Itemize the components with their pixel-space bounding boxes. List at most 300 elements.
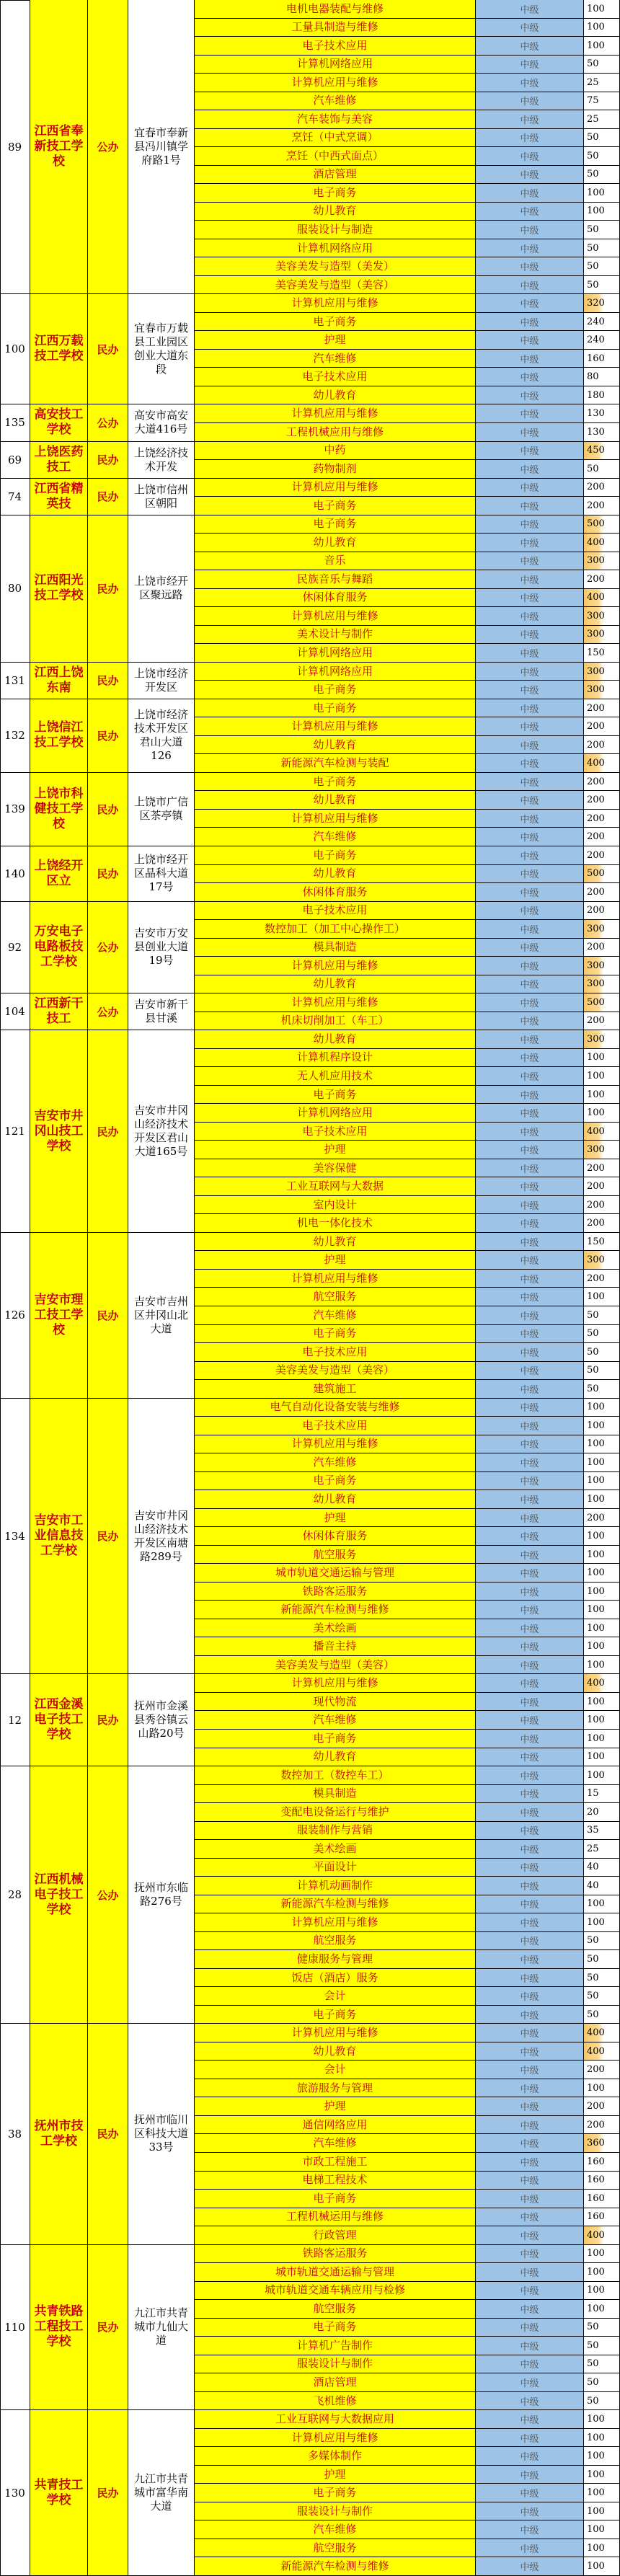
table-row xyxy=(195,92,620,111)
school-block xyxy=(0,773,620,846)
major-name: 幼儿教育 xyxy=(195,1490,476,1509)
table-row xyxy=(195,2097,620,2116)
table-row xyxy=(195,313,620,332)
school-address: 吉安市新干县甘溪 xyxy=(128,993,195,1030)
level-cell: 中级 xyxy=(476,920,584,939)
table-row xyxy=(195,773,620,792)
table-row xyxy=(195,2134,620,2153)
enrollment-count: 50 xyxy=(584,1362,620,1381)
major-name: 民族音乐与舞蹈 xyxy=(195,570,476,589)
enrollment-count: 100 xyxy=(584,1564,620,1583)
major-name: 电子技术应用 xyxy=(195,1343,476,1362)
enrollment-count: 400 xyxy=(584,754,620,773)
enrollment-count: 200 xyxy=(584,828,620,846)
table-row xyxy=(195,2024,620,2042)
level-cell: 中级 xyxy=(476,1693,584,1712)
major-name: 电子商务 xyxy=(195,313,476,332)
table-row xyxy=(195,368,620,386)
level-cell: 中级 xyxy=(476,663,584,681)
enrollment-count: 100 xyxy=(584,2282,620,2301)
major-name: 中药 xyxy=(195,442,476,461)
enrollment-count: 500 xyxy=(584,865,620,884)
level-cell: 中级 xyxy=(476,1325,584,1344)
table-row xyxy=(195,607,620,626)
table-row xyxy=(195,2539,620,2558)
major-name: 护理 xyxy=(195,1509,476,1528)
enrollment-count: 100 xyxy=(584,2245,620,2264)
table-row xyxy=(195,1932,620,1951)
school-id: 38 xyxy=(0,2024,30,2244)
school-id: 110 xyxy=(0,2245,30,2411)
table-row xyxy=(195,2190,620,2208)
enrollment-count: 200 xyxy=(584,570,620,589)
enrollment-count: 100 xyxy=(584,19,620,37)
enrollment-count: 200 xyxy=(584,791,620,810)
table-row xyxy=(195,589,620,608)
major-name: 机床切削加工（车工） xyxy=(195,1012,476,1031)
enrollment-count: 300 xyxy=(584,552,620,571)
table-row xyxy=(195,460,620,479)
level-cell: 中级 xyxy=(476,1306,584,1325)
table-row xyxy=(195,110,620,129)
school-block xyxy=(0,1766,620,2024)
enrollment-count: 100 xyxy=(584,1104,620,1123)
level-cell: 中级 xyxy=(476,404,584,423)
table-row xyxy=(195,920,620,939)
major-name: 航空服务 xyxy=(195,1288,476,1306)
major-name: 多媒体制作 xyxy=(195,2447,476,2466)
level-cell: 中级 xyxy=(476,1196,584,1215)
enrollment-count: 160 xyxy=(584,2190,620,2208)
table-row xyxy=(195,1214,620,1233)
level-cell: 中级 xyxy=(476,276,584,295)
major-name: 休闲体育服务 xyxy=(195,1527,476,1546)
table-row xyxy=(195,1325,620,1344)
level-cell: 中级 xyxy=(476,1601,584,1619)
table-row xyxy=(195,810,620,828)
major-name: 铁路客运服务 xyxy=(195,1583,476,1601)
enrollment-count: 100 xyxy=(584,1067,620,1086)
table-row xyxy=(195,2355,620,2374)
major-name: 计算机网络应用 xyxy=(195,239,476,258)
enrollment-count: 100 xyxy=(584,1637,620,1656)
enrollment-count: 100 xyxy=(584,2520,620,2539)
enrollment-count: 50 xyxy=(584,2337,620,2355)
level-cell: 中级 xyxy=(476,1711,584,1730)
table-row xyxy=(195,1730,620,1748)
school-type: 民办 xyxy=(88,773,128,846)
level-cell: 中级 xyxy=(476,1399,584,1417)
table-row xyxy=(195,1177,620,1196)
major-name: 电子商务 xyxy=(195,2190,476,2208)
level-cell: 中级 xyxy=(476,1086,584,1105)
enrollment-count: 50 xyxy=(584,257,620,276)
school-id: 130 xyxy=(0,2410,30,2576)
major-name: 电子商务 xyxy=(195,515,476,534)
table-row xyxy=(195,239,620,258)
major-name: 电子技术应用 xyxy=(195,368,476,386)
table-row xyxy=(195,681,620,699)
table-row xyxy=(195,2373,620,2392)
level-cell: 中级 xyxy=(476,717,584,736)
school-type: 民办 xyxy=(88,479,128,515)
enrollment-count: 40 xyxy=(584,1877,620,1895)
major-name: 汽车维修 xyxy=(195,1711,476,1730)
table-row xyxy=(195,1803,620,1822)
table-row xyxy=(195,865,620,884)
level-cell: 中级 xyxy=(476,2355,584,2374)
enrollment-count: 300 xyxy=(584,1030,620,1049)
enrollment-count: 15 xyxy=(584,1785,620,1804)
enrollment-count: 100 xyxy=(584,1693,620,1712)
enrollment-count: 50 xyxy=(584,460,620,479)
major-name: 电子商务 xyxy=(195,2319,476,2337)
school-address: 上饶市信州区朝阳 xyxy=(128,479,195,515)
major-name: 会计 xyxy=(195,1987,476,2006)
level-cell: 中级 xyxy=(476,1969,584,1988)
school-address: 吉安市井冈山经济技术开发区君山大道165号 xyxy=(128,1030,195,1233)
enrollment-count: 160 xyxy=(584,2208,620,2227)
table-row xyxy=(195,1766,620,1785)
table-row xyxy=(195,1859,620,1877)
level-cell: 中级 xyxy=(476,1214,584,1233)
level-cell: 中级 xyxy=(476,2539,584,2558)
enrollment-count: 200 xyxy=(584,1196,620,1215)
table-row xyxy=(195,1785,620,1804)
level-cell: 中级 xyxy=(476,2337,584,2355)
major-name: 航空服务 xyxy=(195,1546,476,1564)
school-block xyxy=(0,1399,620,1675)
table-row xyxy=(195,74,620,92)
table-row xyxy=(195,1306,620,1325)
major-name: 电子商务 xyxy=(195,184,476,203)
school-id: 80 xyxy=(0,515,30,663)
table-row xyxy=(195,2226,620,2245)
table-row xyxy=(195,2484,620,2502)
table-row xyxy=(195,1583,620,1601)
enrollment-count: 400 xyxy=(584,1123,620,1141)
major-name: 幼儿教育 xyxy=(195,534,476,552)
table-row xyxy=(195,2282,620,2301)
major-name: 通信网络应用 xyxy=(195,2116,476,2135)
school-id: 121 xyxy=(0,1030,30,1233)
enrollment-count: 50 xyxy=(584,129,620,148)
major-name: 计算机应用与维修 xyxy=(195,404,476,423)
enrollment-count: 100 xyxy=(584,2300,620,2319)
enrollment-count: 200 xyxy=(584,846,620,865)
table-row xyxy=(195,1141,620,1159)
table-row xyxy=(195,386,620,405)
level-cell: 中级 xyxy=(476,2245,584,2264)
major-name: 汽车维修 xyxy=(195,350,476,368)
major-name: 电子商务 xyxy=(195,2484,476,2502)
level-cell: 中级 xyxy=(476,1049,584,1068)
major-name: 工业互联网与大数据 xyxy=(195,1177,476,1196)
level-cell: 中级 xyxy=(476,0,584,19)
major-name: 城市轨道交通运输与管理 xyxy=(195,1564,476,1583)
table-row xyxy=(195,1674,620,1693)
major-name: 健康服务与管理 xyxy=(195,1950,476,1969)
level-cell: 中级 xyxy=(476,865,584,884)
major-name: 幼儿教育 xyxy=(195,1748,476,1767)
school-block xyxy=(0,2024,620,2244)
school-address: 上饶市经开区晶科大道17号 xyxy=(128,846,195,902)
table-row xyxy=(195,570,620,589)
major-name: 计算机应用与维修 xyxy=(195,1674,476,1693)
table-row xyxy=(195,1564,620,1583)
major-name: 电子商务 xyxy=(195,1325,476,1344)
table-row xyxy=(195,1840,620,1859)
level-cell: 中级 xyxy=(476,442,584,461)
enrollment-count: 100 xyxy=(584,203,620,221)
level-cell: 中级 xyxy=(476,2466,584,2484)
table-row xyxy=(195,957,620,975)
enrollment-count: 300 xyxy=(584,920,620,939)
enrollment-count: 300 xyxy=(584,626,620,645)
level-cell: 中级 xyxy=(476,1564,584,1583)
major-name: 美容美发与造型（美容） xyxy=(195,276,476,295)
major-name: 新能源汽车检测与维修 xyxy=(195,1895,476,1914)
enrollment-count: 500 xyxy=(584,993,620,1012)
school-type: 民办 xyxy=(88,442,128,479)
level-cell: 中级 xyxy=(476,19,584,37)
enrollment-count: 100 xyxy=(584,1656,620,1675)
major-name: 幼儿教育 xyxy=(195,791,476,810)
level-cell: 中级 xyxy=(476,2392,584,2411)
enrollment-count: 200 xyxy=(584,902,620,921)
major-name: 模具制造 xyxy=(195,939,476,957)
level-cell: 中级 xyxy=(476,2042,584,2061)
major-name: 服装制作与营销 xyxy=(195,1822,476,1841)
level-cell: 中级 xyxy=(476,2429,584,2448)
level-cell: 中级 xyxy=(476,2520,584,2539)
major-name: 烹饪（中西式面点） xyxy=(195,147,476,166)
major-name: 工业互联网与大数据应用 xyxy=(195,2410,476,2429)
enrollment-count: 100 xyxy=(584,1711,620,1730)
school-id: 89 xyxy=(0,0,30,294)
school-block xyxy=(0,993,620,1030)
level-cell: 中级 xyxy=(476,1067,584,1086)
table-row xyxy=(195,975,620,994)
level-cell: 中级 xyxy=(476,2024,584,2042)
major-name: 幼儿教育 xyxy=(195,736,476,755)
table-row xyxy=(195,939,620,957)
level-cell: 中级 xyxy=(476,147,584,166)
school-block xyxy=(0,294,620,404)
level-cell: 中级 xyxy=(476,1785,584,1804)
school-block xyxy=(0,515,620,663)
major-name: 航空服务 xyxy=(195,2300,476,2319)
enrollment-count: 50 xyxy=(584,1325,620,1344)
enrollment-count: 25 xyxy=(584,1840,620,1859)
enrollment-count: 100 xyxy=(584,1913,620,1932)
table-row xyxy=(195,497,620,515)
level-cell: 中级 xyxy=(476,460,584,479)
table-row xyxy=(195,2520,620,2539)
level-cell: 中级 xyxy=(476,1453,584,1472)
level-cell: 中级 xyxy=(476,386,584,405)
enrollment-count: 100 xyxy=(584,2429,620,2448)
enrollment-count: 50 xyxy=(584,239,620,258)
level-cell: 中级 xyxy=(476,2116,584,2135)
table-row xyxy=(195,2006,620,2024)
level-cell: 中级 xyxy=(476,74,584,92)
level-cell: 中级 xyxy=(476,883,584,902)
school-address: 九江市共青城市富华南大道 xyxy=(128,2410,195,2576)
major-name: 计算机动画制作 xyxy=(195,1877,476,1895)
major-name: 电子商务 xyxy=(195,699,476,718)
level-cell: 中级 xyxy=(476,1177,584,1196)
major-name: 计算机应用与维修 xyxy=(195,1435,476,1454)
table-row xyxy=(195,350,620,368)
enrollment-count: 100 xyxy=(584,2466,620,2484)
major-name: 计算机广告制作 xyxy=(195,2337,476,2355)
table-row xyxy=(195,1049,620,1068)
school-name: 抚州市技工学校 xyxy=(30,2024,88,2244)
major-name: 电子商务 xyxy=(195,681,476,699)
school-id: 132 xyxy=(0,699,30,773)
major-name: 汽车维修 xyxy=(195,1306,476,1325)
major-name: 酒店管理 xyxy=(195,2373,476,2392)
enrollment-count: 50 xyxy=(584,221,620,239)
major-name: 计算机程序设计 xyxy=(195,1049,476,1068)
major-name: 计算机应用与维修 xyxy=(195,2429,476,2448)
table-row xyxy=(195,1656,620,1675)
enrollment-count: 40 xyxy=(584,1859,620,1877)
major-name: 美容保健 xyxy=(195,1159,476,1178)
table-row xyxy=(195,1748,620,1767)
school-type: 公办 xyxy=(88,902,128,994)
major-name: 计算机应用与维修 xyxy=(195,957,476,975)
enrollment-count: 300 xyxy=(584,607,620,626)
level-cell: 中级 xyxy=(476,1104,584,1123)
major-name: 汽车维修 xyxy=(195,2134,476,2153)
table-row xyxy=(195,1196,620,1215)
major-name: 护理 xyxy=(195,1251,476,1270)
school-name: 江西上饶东南 xyxy=(30,663,88,699)
enrollment-count: 25 xyxy=(584,74,620,92)
table-row xyxy=(195,2208,620,2227)
enrollment-count: 100 xyxy=(584,1490,620,1509)
school-type: 民办 xyxy=(88,1674,128,1766)
major-name: 电子技术应用 xyxy=(195,1417,476,1435)
enrollment-count: 25 xyxy=(584,110,620,129)
enrollment-count: 50 xyxy=(584,1306,620,1325)
school-type: 民办 xyxy=(88,1399,128,1675)
table-row xyxy=(195,1546,620,1564)
table-row xyxy=(195,1159,620,1178)
enrollment-count: 100 xyxy=(584,1730,620,1748)
enrollment-count: 50 xyxy=(584,276,620,295)
level-cell: 中级 xyxy=(476,1748,584,1767)
level-cell: 中级 xyxy=(476,2134,584,2153)
major-name: 电子商务 xyxy=(195,1086,476,1105)
major-name: 服装设计与制作 xyxy=(195,2355,476,2374)
level-cell: 中级 xyxy=(476,1637,584,1656)
table-row xyxy=(195,2392,620,2411)
school-id: 69 xyxy=(0,442,30,479)
school-name: 吉安市井冈山技工学校 xyxy=(30,1030,88,1233)
level-cell: 中级 xyxy=(476,2447,584,2466)
enrollment-count: 100 xyxy=(584,1601,620,1619)
major-name: 铁路客运服务 xyxy=(195,2245,476,2264)
table-row xyxy=(195,699,620,718)
table-row xyxy=(195,37,620,56)
school-name: 江西万载技工学校 xyxy=(30,294,88,404)
table-row xyxy=(195,902,620,921)
table-row xyxy=(195,2337,620,2355)
enrollment-count: 300 xyxy=(584,1141,620,1159)
enrollment-count: 100 xyxy=(584,1619,620,1638)
level-cell: 中级 xyxy=(476,37,584,56)
enrollment-count: 20 xyxy=(584,1803,620,1822)
table-row xyxy=(195,479,620,497)
school-address: 抚州市金溪县秀谷镇云山路20号 xyxy=(128,1674,195,1766)
major-name: 汽车装饰与美容 xyxy=(195,110,476,129)
school-address: 上饶经济技术开发 xyxy=(128,442,195,479)
table-row xyxy=(195,331,620,350)
school-block xyxy=(0,1030,620,1233)
major-name: 烹饪（中式烹调） xyxy=(195,129,476,148)
table-row xyxy=(195,1969,620,1988)
enrollment-count: 200 xyxy=(584,2097,620,2116)
level-cell: 中级 xyxy=(476,1527,584,1546)
major-name: 汽车维修 xyxy=(195,2520,476,2539)
enrollment-count: 240 xyxy=(584,313,620,332)
enrollment-count: 300 xyxy=(584,957,620,975)
level-cell: 中级 xyxy=(476,166,584,185)
level-cell: 中级 xyxy=(476,2097,584,2116)
major-name: 幼儿教育 xyxy=(195,975,476,994)
major-name: 计算机网络应用 xyxy=(195,56,476,74)
table-row xyxy=(195,1030,620,1049)
level-cell: 中级 xyxy=(476,2502,584,2521)
level-cell: 中级 xyxy=(476,2263,584,2282)
table-row xyxy=(195,1490,620,1509)
table-row xyxy=(195,1601,620,1619)
table-row xyxy=(195,166,620,185)
enrollment-count: 200 xyxy=(584,939,620,957)
level-cell: 中级 xyxy=(476,1987,584,2006)
enrollment-count: 200 xyxy=(584,717,620,736)
enrollment-count: 100 xyxy=(584,1086,620,1105)
enrollment-count: 200 xyxy=(584,1270,620,1288)
major-name: 药物制剂 xyxy=(195,460,476,479)
enrollment-count: 160 xyxy=(584,2153,620,2172)
level-cell: 中级 xyxy=(476,2484,584,2502)
school-type: 民办 xyxy=(88,2024,128,2244)
level-cell: 中级 xyxy=(476,184,584,203)
school-type: 公办 xyxy=(88,404,128,441)
enrollment-count: 100 xyxy=(584,2263,620,2282)
enrollment-count: 100 xyxy=(584,1895,620,1914)
table-row xyxy=(195,552,620,571)
major-name: 电子商务 xyxy=(195,1472,476,1491)
enrollment-count: 240 xyxy=(584,331,620,350)
level-cell: 中级 xyxy=(476,1913,584,1932)
table-row xyxy=(195,1619,620,1638)
level-cell: 中级 xyxy=(476,2172,584,2190)
enrollment-count: 100 xyxy=(584,2079,620,2098)
level-cell: 中级 xyxy=(476,1877,584,1895)
school-address: 吉安市吉州区井冈山北大道 xyxy=(128,1233,195,1399)
table-row xyxy=(195,0,620,19)
enrollment-count: 400 xyxy=(584,534,620,552)
school-block xyxy=(0,1674,620,1766)
enrollment-count: 100 xyxy=(584,0,620,19)
table-row xyxy=(195,534,620,552)
enrollment-count: 200 xyxy=(584,736,620,755)
